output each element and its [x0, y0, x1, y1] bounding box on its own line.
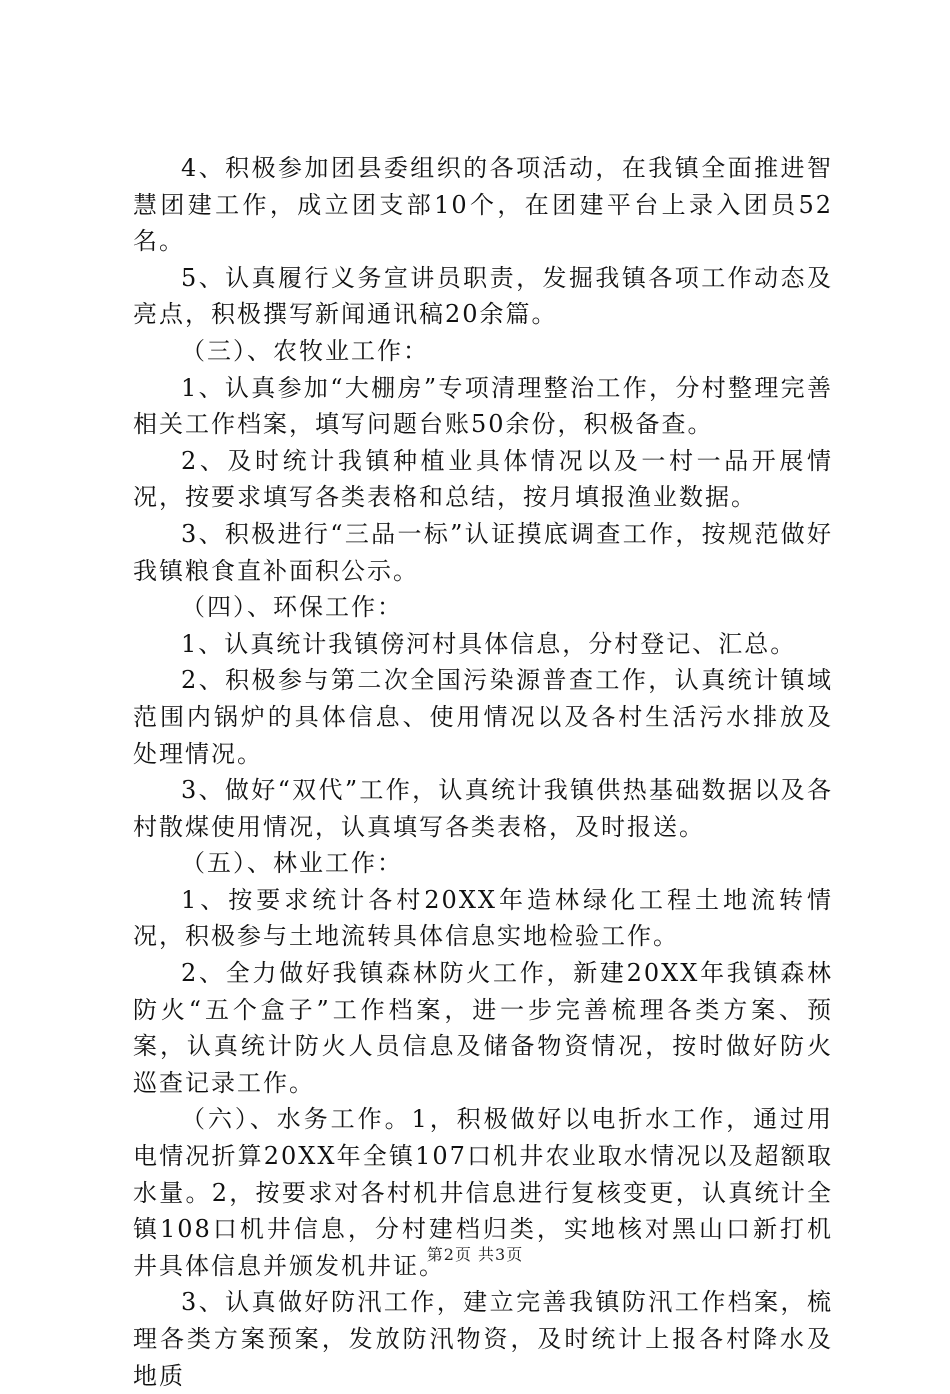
paragraph-flood-control: 3、认真做好防汛工作，建立完善我镇防汛工作档案，梳理各类方案预案，发放防汛物资，及时统计上报各村降水及地质: [133, 1288, 833, 1390]
section-water-affairs: （六）、水务工作。1，积极做好以电折水工作，通过用电情况折算20XX年全镇107口机井农业取水情况以及超额取水量。2，按要求对各村机井信息进行复核变更，认真统计全镇108口机井信息，分村建档归类，实地核对黑山口新打机井具体信息并颁发机井证。: [133, 1105, 833, 1280]
section-heading-environment: （四）、环保工作：: [181, 593, 403, 622]
paragraph-publicity: 5、认真履行义务宣讲员职责，发掘我镇各项工作动态及亮点，积极撰写新闻通讯稿20余篇。: [133, 263, 833, 329]
section-heading-agriculture: （三）、农牧业工作：: [181, 336, 429, 365]
document-body: [133, 150, 833, 1394]
section-heading-forestry: （五）、林业工作：: [181, 849, 403, 878]
paragraph-riverside-villages: 1、认真统计我镇傍河村具体信息，分村登记、汇总。: [181, 629, 797, 658]
paragraph-heating: 3、做好“双代”工作，认真统计我镇供热基础数据以及各村散煤使用情况，认真填写各类表格，及时报送。: [133, 776, 833, 841]
paragraph-land-transfer: 1、按要求统计各村20XX年造林绿化工程土地流转情况，积极参与土地流转具体信息实地检验工作。: [133, 885, 833, 951]
paragraph-planting-stats: 2、及时统计我镇种植业具体情况以及一村一品开展情况，按要求填写各类表格和总结，按月填报渔业数据。: [133, 446, 833, 512]
paragraph-pollution-census: 2、积极参与第二次全国污染源普查工作，认真统计镇域范围内锅炉的具体信息、使用情况以及各村生活污水排放及处理情况。: [133, 666, 833, 768]
paragraph-fire-prevention: 2、全力做好我镇森林防火工作，新建20XX年我镇森林防火“五个盒子”工作档案，进一步完善梳理各类方案、预案，认真统计防火人员信息及储备物资情况，按时做好防火巡查记录工作。: [133, 959, 833, 1097]
page-number-footer: 第2页 共3页: [426, 1245, 524, 1264]
paragraph-greenhouse: 1、认真参加“大棚房”专项清理整治工作，分村整理完善相关工作档案，填写问题台账50余份，积极备查。: [133, 373, 833, 439]
paragraph-certification: 3、积极进行“三品一标”认证摸底调查工作，按规范做好我镇粮食直补面积公示。: [133, 519, 833, 585]
paragraph-activities: 4、积极参加团县委组织的各项活动，在我镇全面推进智慧团建工作，成立团支部10个，在团建平台上录入团员52名。: [133, 154, 833, 256]
